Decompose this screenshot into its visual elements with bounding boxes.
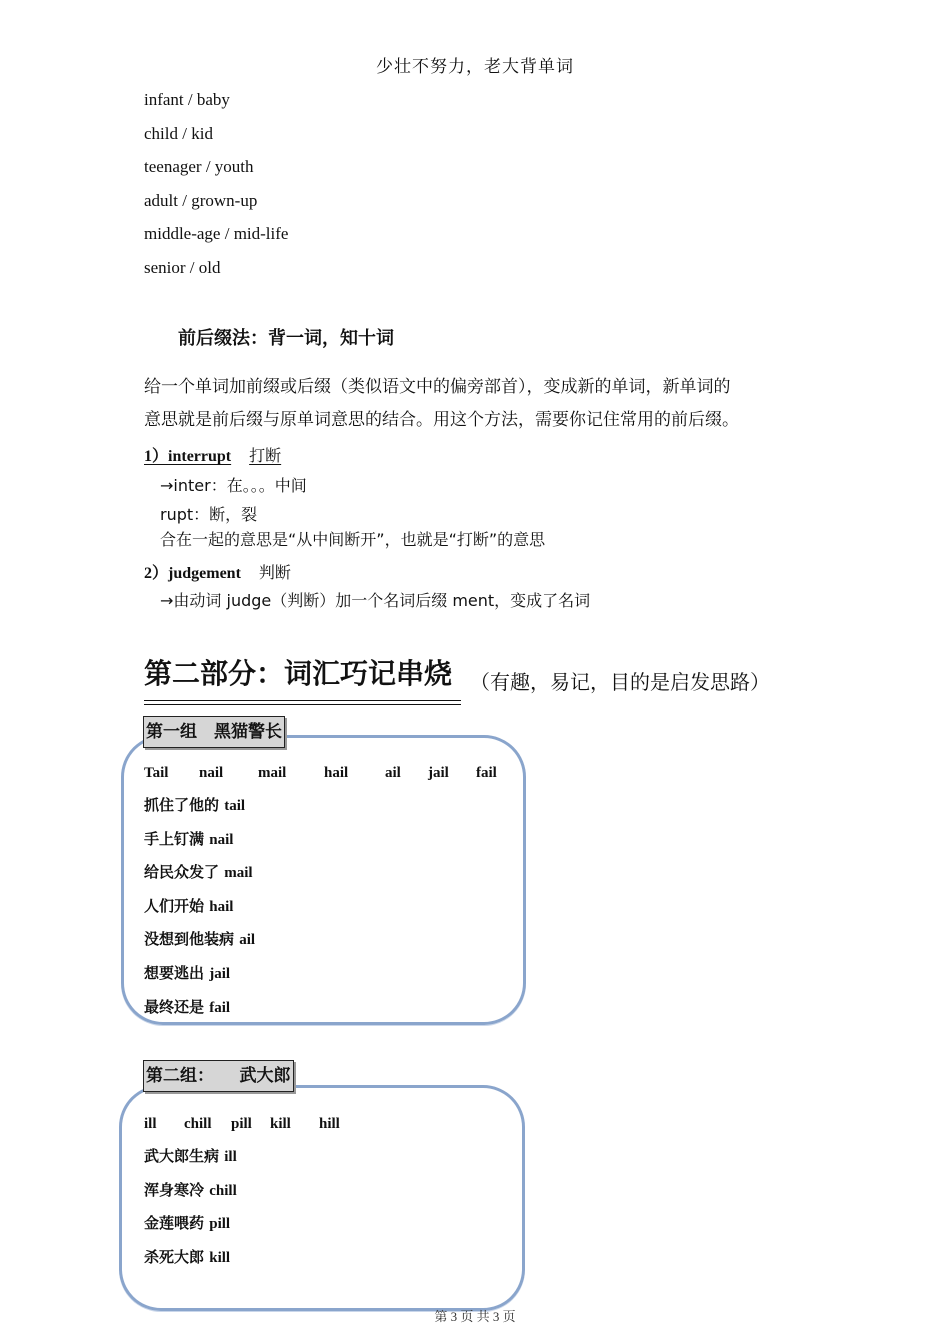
mnemonic-line: 最终还是 fail: [144, 998, 231, 1016]
part-note: （有趣，易记，目的是启发思路）: [470, 670, 770, 694]
example-meaning: 打断: [249, 446, 282, 465]
title-underline: [144, 704, 461, 705]
word-item: fail: [476, 765, 497, 781]
vocab-pair: middle-age / mid-life: [144, 224, 289, 243]
example-meaning: 判断: [258, 563, 291, 582]
group-label: 第二组： 武大郎: [143, 1060, 294, 1092]
mnemonic-line: 没想到他装病 ail: [144, 930, 256, 948]
part-title: 第二部分：词汇巧记串烧: [144, 657, 453, 690]
mnemonic-line: 抓住了他的 tail: [144, 796, 246, 814]
word-item: jail: [428, 765, 449, 781]
word-item: pill: [231, 1116, 252, 1132]
page-footer: 第 3 页 共 3 页: [434, 1309, 516, 1324]
example-line: →inter：在。。。中间: [160, 476, 307, 495]
example-number: 1）: [144, 448, 169, 465]
vocab-pair: infant / baby: [144, 90, 230, 109]
word-item: hail: [324, 765, 349, 781]
section-subtitle: 前后缀法：背一词，知十词: [178, 328, 394, 349]
word-item: mail: [258, 765, 287, 781]
example-line: rupt：断，裂: [160, 505, 258, 524]
vocab-pair: child / kid: [144, 124, 213, 143]
mnemonic-line: 给民众发了 mail: [144, 863, 253, 881]
word-item: kill: [270, 1116, 291, 1132]
mnemonic-line: 杀死大郎 kill: [144, 1248, 231, 1266]
example-word: interrupt: [168, 448, 232, 465]
word-item: nail: [199, 765, 224, 781]
mnemonic-line: 人们开始 hail: [144, 897, 234, 915]
example-heading: [144, 443, 281, 466]
intro-line: 给一个单词加前缀或后缀（类似语文中的偏旁部首），变成新的单词，新单词的: [144, 377, 731, 397]
word-item: chill: [184, 1116, 212, 1132]
example-word: judgement: [168, 565, 241, 582]
word-item: Tail: [144, 765, 169, 781]
mnemonic-line: 想要逃出 jail: [144, 964, 231, 982]
vocab-pair: senior / old: [144, 258, 221, 277]
page-header: 少壮不努力，老大背单词: [376, 57, 574, 77]
mnemonic-line: 手上钉满 nail: [144, 830, 234, 848]
example-line: →由动词 judge（判断）加一个名词后缀 ment，变成了名词: [160, 591, 591, 610]
mnemonic-line: 金莲喂药 pill: [144, 1214, 231, 1232]
word-item: ail: [385, 765, 401, 781]
word-item: hill: [319, 1116, 340, 1132]
mnemonic-line: 浑身寒冷 chill: [144, 1181, 237, 1199]
example-heading: [144, 560, 291, 583]
mnemonic-line: 武大郎生病 ill: [144, 1147, 237, 1165]
example-number: 2）: [144, 565, 169, 582]
group-label: 第一组 黑猫警长: [143, 716, 285, 748]
title-underline: [144, 700, 461, 701]
word-item: ill: [144, 1116, 157, 1132]
vocab-pair: adult / grown-up: [144, 191, 258, 210]
vocab-pair: teenager / youth: [144, 157, 254, 176]
example-line: 合在一起的意思是“从中间断开”，也就是“打断”的意思: [160, 530, 546, 549]
intro-line: 意思就是前后缀与原单词意思的结合。用这个方法，需要你记住常用的前后缀。: [144, 410, 739, 430]
